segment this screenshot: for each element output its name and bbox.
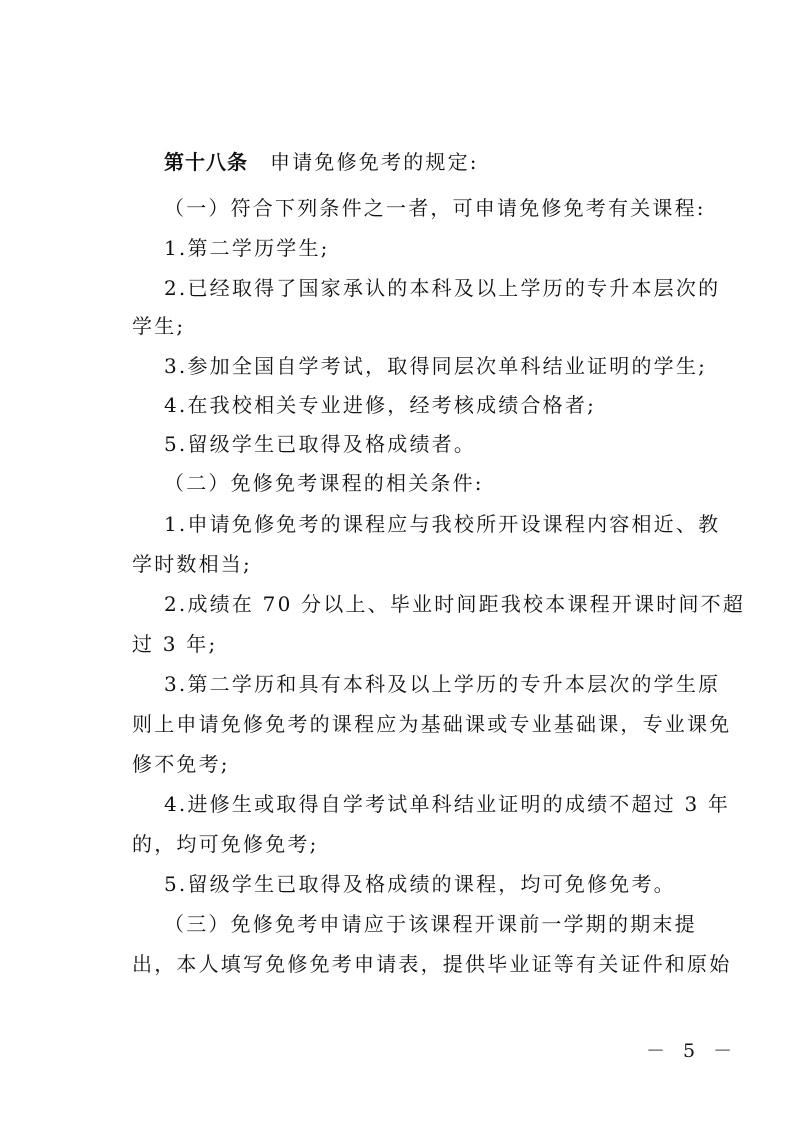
article-heading: 申请免修免考的规定:: [270, 150, 479, 174]
paragraph-line: 修不免考;: [132, 752, 230, 776]
paragraph-line: 5.留级学生已取得及格成绩的课程，均可免修免考。: [164, 872, 676, 896]
paragraph-line: 则上申请免修免考的课程应为基础课或专业基础课，专业课免: [132, 712, 732, 736]
paragraph-line: 4.在我校相关专业进修，经考核成绩合格者;: [164, 393, 597, 417]
paragraph-line: 过 3 年;: [132, 632, 218, 656]
paragraph-line: 学时数相当;: [132, 552, 252, 576]
paragraph-line: 学生;: [132, 314, 186, 338]
paragraph-line: 2.已经取得了国家承认的本科及以上学历的专升本层次的: [164, 276, 721, 300]
paragraph-line: 3.第二学历和具有本科及以上学历的专升本层次的学生原: [164, 672, 721, 696]
paragraph-line: 的，均可免修免考;: [132, 832, 319, 856]
section-heading-2: （二）免修免考课程的相关条件:: [164, 471, 484, 495]
paragraph-line: 1.申请免修免考的课程应与我校所开设课程内容相近、教: [164, 512, 721, 536]
paragraph-line: 出，本人填写免修免考申请表，提供毕业证等有关证件和原始: [132, 952, 732, 976]
paragraph-line: 1.第二学历学生;: [164, 236, 330, 260]
paragraph-line: 2.成绩在 70 分以上、毕业时间距我校本课程开课时间不超: [164, 592, 746, 616]
section-heading-3: （三）免修免考申请应于该课程开课前一学期的期末提: [164, 912, 697, 936]
paragraph-line: 4.进修生或取得自学考试单科结业证明的成绩不超过 3 年: [164, 792, 731, 816]
paragraph-line: 5.留级学生已取得及格成绩者。: [164, 432, 477, 456]
article-number: 第十八条: [164, 150, 248, 174]
paragraph-line: 3.参加全国自学考试，取得同层次单科结业证明的学生;: [164, 354, 708, 378]
section-heading-1: （一）符合下列条件之一者，可申请免修免考有关课程:: [164, 196, 706, 220]
page-number: － 5 －: [646, 1040, 739, 1062]
article-header: [164, 150, 724, 174]
